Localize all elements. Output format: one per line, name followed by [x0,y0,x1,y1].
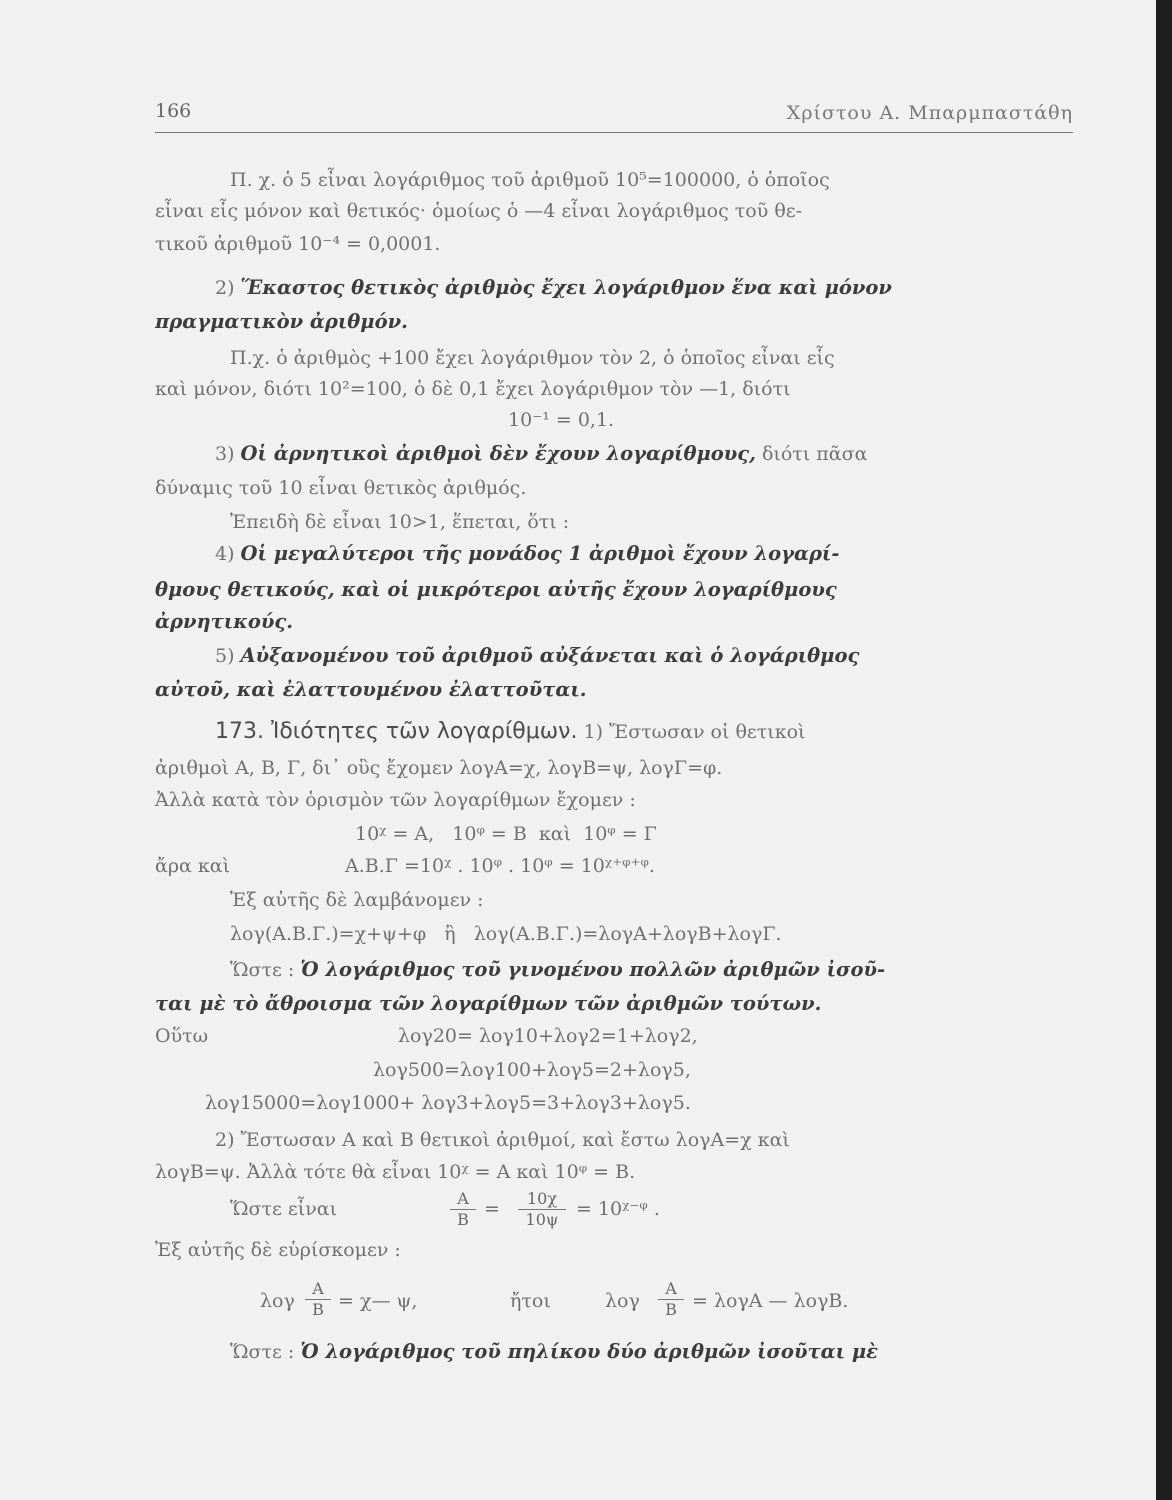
fraction-a-over-b [658,1280,684,1319]
equation-line: Α.Β.Γ =10ᵡ . 10ᵠ . 10ᵠ = 10ᵡ⁺ᵠ⁺ᵠ. [345,855,655,877]
rule-4: 4) Οἱ μεγαλύτεροι τῆς μονάδος 1 ἀριθμοὶ ἔχουν λογαρί- [215,542,840,565]
denominator: Β [312,1300,324,1319]
text-line: τικοῦ ἀριθμοῦ 10⁻⁴ = 0,0001. [155,233,441,255]
equation-line: 10⁻¹ = 0,1. [508,409,615,431]
denominator: Β [665,1300,677,1319]
text-line: λογΒ=ψ. Ἀλλὰ τότε θὰ εἶναι 10ᵡ = Α καὶ 10ᵠ = Β. [155,1161,636,1183]
rule-5: 5) Αὐξανομένου τοῦ ἀριθμοῦ αὐξάνεται καὶ ὁ λογάριθμος [215,644,860,667]
rule-4-cont: ἀρνητικούς. [155,610,294,633]
example-line: λογ15000=λογ1000+ λογ3+λογ5=3+λογ3+λογ5. [205,1092,691,1114]
text-line: καὶ μόνον, διότι 10²=100, ὁ δὲ 0,1 ἔχει λογάριθμον τὸν —1, διότι [155,378,791,400]
theorem-product-cont: ται μὲ τὸ ἄθροισμα τῶν λογαρίθμων τῶν ἀριθμῶν τούτων. [155,992,822,1015]
text-line: 2) Ἔστωσαν Α καὶ Β θετικοὶ ἀριθμοί, καὶ ἔστω λογΑ=χ καὶ [215,1129,790,1151]
denominator: Β [457,1210,469,1229]
text-line: Ἐξ αὐτῆς δὲ λαμβάνομεν : [230,889,484,911]
equation-tail: = 10ᵡ⁻ᵠ . [576,1198,660,1220]
theorem-product: Ὥστε : Ὁ λογάριθμος τοῦ γινομένου πολλῶν ἀριθμῶν ἰσοῦ- [230,958,886,981]
numerator: 10χ [526,1189,558,1208]
equation-part: ἤτοι [510,1290,551,1312]
equation-label: Ὥστε εἶναι [230,1198,338,1220]
fraction-a-over-b [450,1190,476,1229]
page-number: 166 [155,100,192,122]
equation-tail: = λογΑ — λογΒ. [692,1290,849,1312]
equation-part: = χ— ψ, [338,1290,418,1312]
example-line: λογ500=λογ100+λογ5=2+λογ5, [373,1059,691,1081]
text-line: Ἐπειδὴ δὲ εἶναι 10>1, ἕπεται, ὅτι : [230,511,570,533]
equals-sign: = [484,1198,500,1220]
numerator: Α [665,1279,677,1298]
theorem-quotient: Ὥστε : Ὁ λογάριθμος τοῦ πηλίκου δύο ἀριθμῶν ἰσοῦται μὲ [230,1340,878,1363]
running-title: Χρίστου Α. Μπαρμπαστάθη [786,102,1073,124]
rule-4-cont: θμους θετικούς, καὶ οἱ μικρότεροι αὐτῆς ἔχουν λογαρίθμους [155,578,837,601]
fraction-powers [518,1190,566,1229]
text-line: Π. χ. ὁ 5 εἶναι λογάριθμος τοῦ ἀριθμοῦ 10⁵=100000, ὁ ὁποῖος [230,169,830,191]
numerator: Α [457,1189,469,1208]
equation-line: λογ(Α.Β.Γ.)=χ+ψ+φ ἢ λογ(Α.Β.Γ.)=λογΑ+λογΒ+λογΓ. [230,923,782,945]
rule-2-cont: πραγματικὸν ἀριθμόν. [155,310,408,333]
fraction-a-over-b [305,1280,331,1319]
log-label: λογ [605,1290,640,1312]
page-header [155,100,1073,133]
text-line: δύναμις τοῦ 10 εἶναι θετικὸς ἀριθμός. [155,477,527,499]
text-line: Π.χ. ὁ ἀριθμὸς +100 ἔχει λογάριθμον τὸν 2, ὁ ὁποῖος εἶναι εἷς [230,347,835,369]
log-label: λογ [260,1290,295,1312]
text-line: Ἐξ αὐτῆς δὲ εὑρίσκομεν : [155,1239,401,1261]
equation-line: 10ᵡ = Α, 10ᵠ = Β καὶ 10ᵠ = Γ [355,823,657,845]
example-line: λογ20= λογ10+λογ2=1+λογ2, [398,1025,698,1047]
text-line: εἶναι εἷς μόνον καὶ θετικός· ὁμοίως ὁ —4 εἶναι λογάριθμος τοῦ θε- [155,200,803,222]
rule-3: 3) Οἱ ἀρνητικοὶ ἀριθμοὶ δὲν ἔχουν λογαρίθμους, διότι πᾶσα [215,442,868,465]
example-line: Οὕτω [155,1025,209,1047]
page-edge-shadow [1156,0,1172,1500]
text-line: ἀριθμοὶ Α, Β, Γ, δι᾽ οὓς ἔχομεν λογΑ=χ, λογΒ=ψ, λογΓ=φ. [155,757,723,779]
section-heading: 173. Ἰδιότητες τῶν λογαρίθμων. 1) Ἔστωσαν οἱ θετικοὶ [215,719,806,744]
equation-line: ἄρα καὶ [155,855,231,877]
rule-5-cont: αὐτοῦ, καὶ ἐλαττουμένου ἐλαττοῦται. [155,678,587,701]
numerator: Α [312,1279,324,1298]
text-line: Ἀλλὰ κατὰ τὸν ὁρισμὸν τῶν λογαρίθμων ἔχομεν : [155,789,636,811]
denominator: 10ψ [525,1210,559,1229]
rule-2: 2) Ἕκαστος θετικὸς ἀριθμὸς ἔχει λογάριθμον ἕνα καὶ μόνον [215,276,892,299]
